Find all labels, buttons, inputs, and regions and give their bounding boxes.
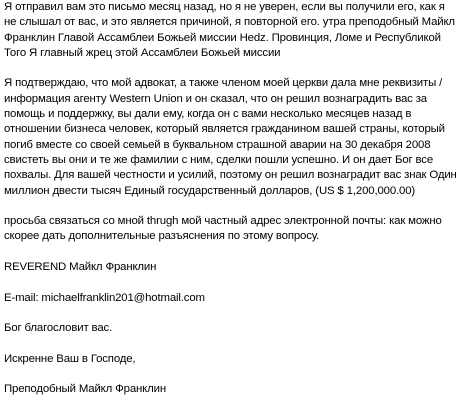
blessing-line: Бог благословит вас. [4,322,113,335]
signoff-name: Преподобный Майкл Франклин [4,383,166,396]
email-address[interactable]: michaelfranklin201@hotmail.com [41,291,205,304]
email-label: E-mail: [4,291,39,304]
signature-name: REVEREND Майкл Франклин [4,261,157,274]
paragraph-reward: Я подтверждаю, что мой адвокат, а также членом моей церкви дала мне реквизиты / информация агенту Western Union и он сказал, что он решил вознаградить вас за помощь и поддержку, вы дали ему, когда он с вами несколько месяцев назад в отношении бизнеса человек, который является гражданином вашей страны, который погиб вместе со своей семьей в буквальном страшной аварии на 30 декабря 2008 свистеть вы они и те же фамилии с ним, сделки пошли успешно. И он дает Бог все похвалы. Для вашей честности и усилий, поэтому он решил вознаградит вас знак Один миллион двести тысяч Единый государственный долларов, (US $ 1,200,000.00) [4,77,457,197]
paragraph-intro: Я отправил вам это письмо месяц назад, но я не уверен, если вы получили его, как я не слышал от вас, и это является причиной, я повторной его. утра преподобный Майкл Франклин Главой Ассамблеи Божьей миссии Hedz. Провинция, Ломе и Республикой Того Я главный жрец этой Ассамблеи Божьей миссии [4,1,455,59]
email-line [4,291,457,306]
closing-line: Искренне Ваш в Господе, [4,352,136,365]
paragraph-contact-request: просьба связаться со мной thrugh мой частный адрес электронной почты: как можно скорее дать дополнительные разъяснения по этому вопросу. [4,215,442,243]
